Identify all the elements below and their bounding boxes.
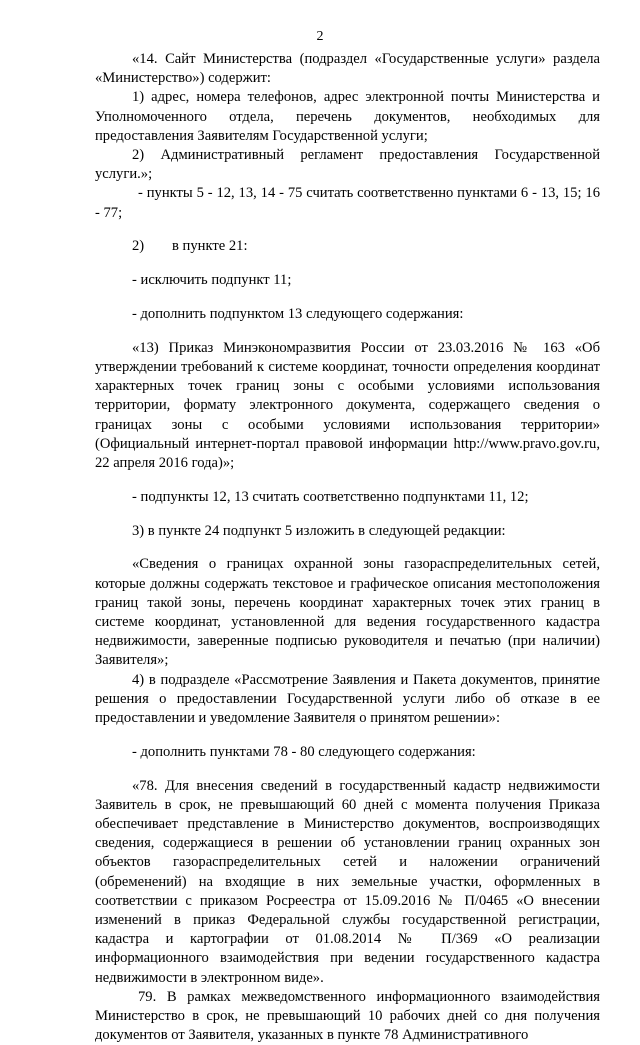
item-3-text: «Сведения о границах охранной зоны газораспределительных сетей, которые должны содержать текстовое и графическое описания местоположения границ такой зоны, перечень координат характерных точек этих границ в системе координат, установленной для ведения государственного кадастра недвижимости, заверенные подписью руководителя и печатью (при наличии) Заявителя»; — [95, 556, 600, 669]
point-78: «78. Для внесения сведений в государственный кадастр недвижимости Заявитель в срок, не превышающий 60 дней с момента получения Приказа обеспечивает представление в Министерство документов, воспроизводящих сведения, содержащиеся в решении об установлении границ охранных зон объектов газораспределительных сетей и наложении ограничений (обременений) на входящие в них земельные участки, оформленных в соответствии с приказом Росреестра от 15.09.2016 № П/0465 «О внесении изменений в приказ Федеральной службы государственной регистрации, кадастра и картографии от 01.08.2014 № П/369 «О реализации информационного взаимодействия при ведении государственного кадастра недвижимости в электронном виде». — [95, 777, 600, 986]
renumber-subpoints: - подпункты 12, 13 считать соответственно подпунктами 11, 12; — [132, 488, 529, 505]
item-4-heading: 4) в подразделе «Рассмотрение Заявления и Пакета документов, принятие решения о предоставлении Государственной услуги либо об отказе в ее предоставлении и уведомление Заявителя о принятом решении»: — [95, 671, 600, 727]
renumber-points: - пункты 5 - 12, 13, 14 - 75 считать соответственно пунктами 6 - 13, 15; 16 - 77; — [95, 185, 600, 221]
document-body — [95, 50, 600, 1045]
paragraph-14-item-2: 2) Административный регламент предоставления Государственной услуги.»; — [95, 147, 600, 183]
item-2-number: 2) — [132, 238, 145, 255]
point-79: 79. В рамках межведомственного информационного взаимодействия Министерство в срок, не превышающий 10 рабочих дней со дня получения документов от Заявителя, указанных в пункте 78 Административного — [95, 988, 600, 1044]
paragraph-14: «14. Сайт Министерства (подраздел «Государственные услуги» раздела «Министерство») содержит: — [95, 51, 600, 87]
item-3-heading: 3) в пункте 24 подпункт 5 изложить в следующей редакции: — [132, 522, 506, 539]
add-points: - дополнить пунктами 78 - 80 следующего содержания: — [132, 743, 476, 760]
item-2-text: в пункте 21: — [172, 238, 248, 255]
paragraph-14-item-1: 1) адрес, номера телефонов, адрес электронной почты Министерства и Уполномоченного отдела, перечень документов, необходимых для предоставления Заявителям Государственной услуги; — [95, 89, 600, 144]
item-2-heading — [95, 237, 600, 256]
add-subpoint: - дополнить подпунктом 13 следующего содержания: — [132, 306, 464, 323]
subpoint-13-text: «13) Приказ Минэкономразвития России от 23.03.2016 № 163 «Об утверждении требований к системе координат, точности определения координат характерных точек границ зоны с особыми условиями использования территории, формату электронного документа, содержащего сведения о границах зоны с особыми условиями использования территории» (Официальный интернет-портал правовой информации http://www.pravo.gov.ru, 22 апреля 2016 года)»; — [95, 339, 600, 472]
page-number: 2 — [316, 29, 324, 44]
exclude-subpoint: - исключить подпункт 11; — [132, 272, 292, 289]
